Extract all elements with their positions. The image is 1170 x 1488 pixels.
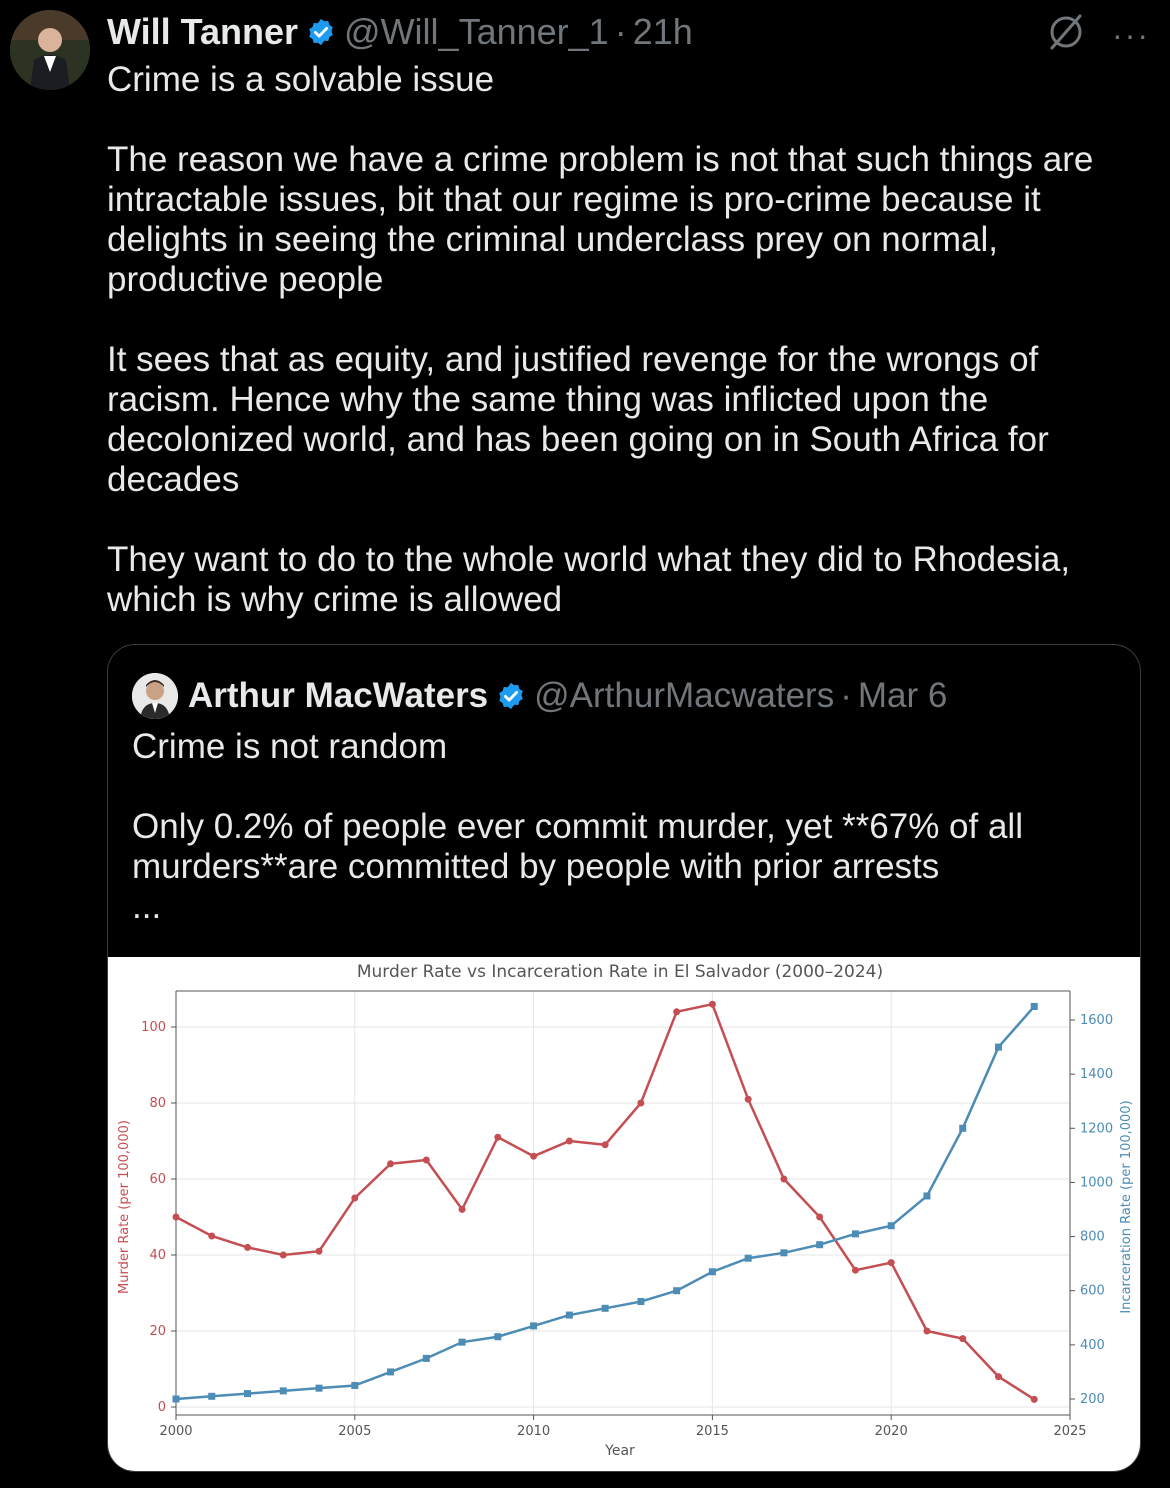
data-point-incarceration <box>316 1385 323 1392</box>
y-right-tick-label: 1000 <box>1080 1175 1114 1191</box>
data-point-incarceration <box>351 1382 358 1389</box>
data-point-murder <box>387 1160 394 1167</box>
data-point-murder <box>888 1259 895 1266</box>
data-point-incarceration <box>995 1044 1002 1051</box>
data-point-incarceration <box>1031 1003 1038 1010</box>
series-line-left <box>176 1004 1034 1399</box>
data-point-murder <box>923 1328 930 1335</box>
data-point-murder <box>280 1252 287 1259</box>
x-axis-label: Year <box>605 1443 635 1459</box>
separator-dot: · <box>614 11 627 52</box>
more-icon[interactable]: ··· <box>1112 16 1150 53</box>
series-line-right <box>176 1006 1034 1399</box>
quoted-author-name[interactable]: Arthur MacWaters <box>188 676 489 715</box>
tweet-header <box>107 10 1150 54</box>
y-axis-left-label: Murder Rate (per 100,000) <box>117 1120 132 1294</box>
tweet-time[interactable]: 21h <box>632 11 693 52</box>
tweet-actions-top <box>1046 12 1150 57</box>
x-tick-label: 2010 <box>517 1424 551 1439</box>
data-point-murder <box>494 1134 501 1141</box>
data-point-incarceration <box>923 1192 930 1199</box>
author-avatar[interactable] <box>10 10 90 90</box>
data-point-incarceration <box>566 1312 573 1319</box>
chart-title: Murder Rate vs Incarceration Rate in El Salvador (2000–2024) <box>356 962 884 982</box>
y-left-tick-label: 0 <box>157 1400 166 1415</box>
y-left-tick-label: 60 <box>149 1172 166 1187</box>
data-point-incarceration <box>852 1230 859 1237</box>
chart-grid <box>176 991 1070 1415</box>
data-point-incarceration <box>280 1387 287 1394</box>
chart-image[interactable] <box>108 957 1140 1471</box>
data-point-murder <box>602 1141 609 1148</box>
data-point-incarceration <box>494 1333 501 1340</box>
data-point-murder <box>208 1233 215 1240</box>
y-right-tick-label: 1200 <box>1080 1121 1114 1137</box>
author-name[interactable]: Will Tanner <box>107 11 299 52</box>
data-point-murder <box>530 1153 537 1160</box>
chart-series <box>173 1001 1038 1403</box>
data-point-incarceration <box>888 1222 895 1229</box>
data-point-murder <box>1031 1396 1038 1403</box>
data-point-murder <box>995 1373 1002 1380</box>
quoted-author-avatar[interactable] <box>132 673 178 719</box>
y-left-tick-label: 40 <box>149 1248 166 1263</box>
data-point-incarceration <box>602 1305 609 1312</box>
quoted-tweet-text: Crime is not random Only 0.2% of people ever commit murder, yet **67% of all murders**are committed by people with prior arrests ... <box>132 727 1023 926</box>
y-left-tick-label: 20 <box>149 1324 166 1339</box>
data-point-murder <box>244 1244 251 1251</box>
data-point-murder <box>709 1001 716 1008</box>
data-point-incarceration <box>387 1368 394 1375</box>
author-handle[interactable]: @Will_Tanner_1 <box>344 11 609 52</box>
tweet-text: Crime is a solvable issue The reason we have a crime problem is not that such things are intractable issues, bit that our regime is pro-crime because it delights in seeing the criminal underclass prey on normal, productive people It sees that as equity, and justified revenge for the wrongs of racism. Hence why the same thing was inflicted upon the decolonized world, and has been going on in South Africa for decades They want to do to the whole world what they did to Rhodesia, which is why crime is allowed <box>107 60 1094 619</box>
separator-dot: · <box>840 676 852 715</box>
x-tick-label: 2020 <box>874 1424 908 1439</box>
data-point-murder <box>959 1335 966 1342</box>
y-axis-right-label: Incarceration Rate (per 100,000) <box>1119 1100 1134 1314</box>
data-point-incarceration <box>423 1355 430 1362</box>
data-point-incarceration <box>959 1125 966 1132</box>
data-point-murder <box>673 1008 680 1015</box>
data-point-murder <box>423 1157 430 1164</box>
data-point-incarceration <box>244 1390 251 1397</box>
slash-circle-icon[interactable] <box>1046 12 1086 57</box>
x-tick-label: 2025 <box>1053 1424 1087 1439</box>
x-tick-label: 2000 <box>159 1424 193 1439</box>
data-point-murder <box>745 1096 752 1103</box>
y-right-tick-label: 1600 <box>1080 1013 1114 1028</box>
data-point-murder <box>459 1206 466 1213</box>
data-point-murder <box>173 1214 180 1221</box>
x-tick-label: 2015 <box>695 1424 729 1439</box>
y-left-tick-label: 100 <box>141 1020 166 1035</box>
data-point-incarceration <box>816 1241 823 1248</box>
quoted-author-handle[interactable]: @ArthurMacwaters <box>534 676 835 715</box>
data-point-incarceration <box>459 1339 466 1346</box>
data-point-incarceration <box>637 1298 644 1305</box>
data-point-murder <box>852 1267 859 1274</box>
data-point-incarceration <box>173 1396 180 1403</box>
data-point-murder <box>816 1214 823 1221</box>
data-point-incarceration <box>530 1322 537 1329</box>
y-right-tick-label: 1400 <box>1080 1067 1114 1083</box>
y-right-tick-label: 800 <box>1080 1229 1105 1245</box>
quoted-tweet-date[interactable]: Mar 6 <box>857 676 948 715</box>
line-chart <box>108 957 1140 1471</box>
data-point-murder <box>566 1138 573 1145</box>
data-point-murder <box>351 1195 358 1202</box>
data-point-murder <box>316 1248 323 1255</box>
verified-badge-icon <box>306 17 336 47</box>
quoted-tweet-header <box>132 673 947 719</box>
chart-axes <box>141 991 1113 1439</box>
y-left-tick-label: 80 <box>149 1096 166 1111</box>
quoted-verified-badge-icon <box>496 681 526 711</box>
y-right-tick-label: 600 <box>1080 1283 1105 1299</box>
y-right-tick-label: 200 <box>1080 1392 1105 1407</box>
data-point-murder <box>637 1100 644 1107</box>
y-right-tick-label: 400 <box>1080 1337 1105 1353</box>
quoted-tweet[interactable] <box>107 644 1141 1472</box>
data-point-incarceration <box>780 1249 787 1256</box>
data-point-incarceration <box>673 1287 680 1294</box>
data-point-incarceration <box>709 1268 716 1275</box>
x-tick-label: 2005 <box>338 1424 372 1439</box>
data-point-incarceration <box>745 1255 752 1262</box>
data-point-murder <box>780 1176 787 1183</box>
data-point-incarceration <box>208 1393 215 1400</box>
